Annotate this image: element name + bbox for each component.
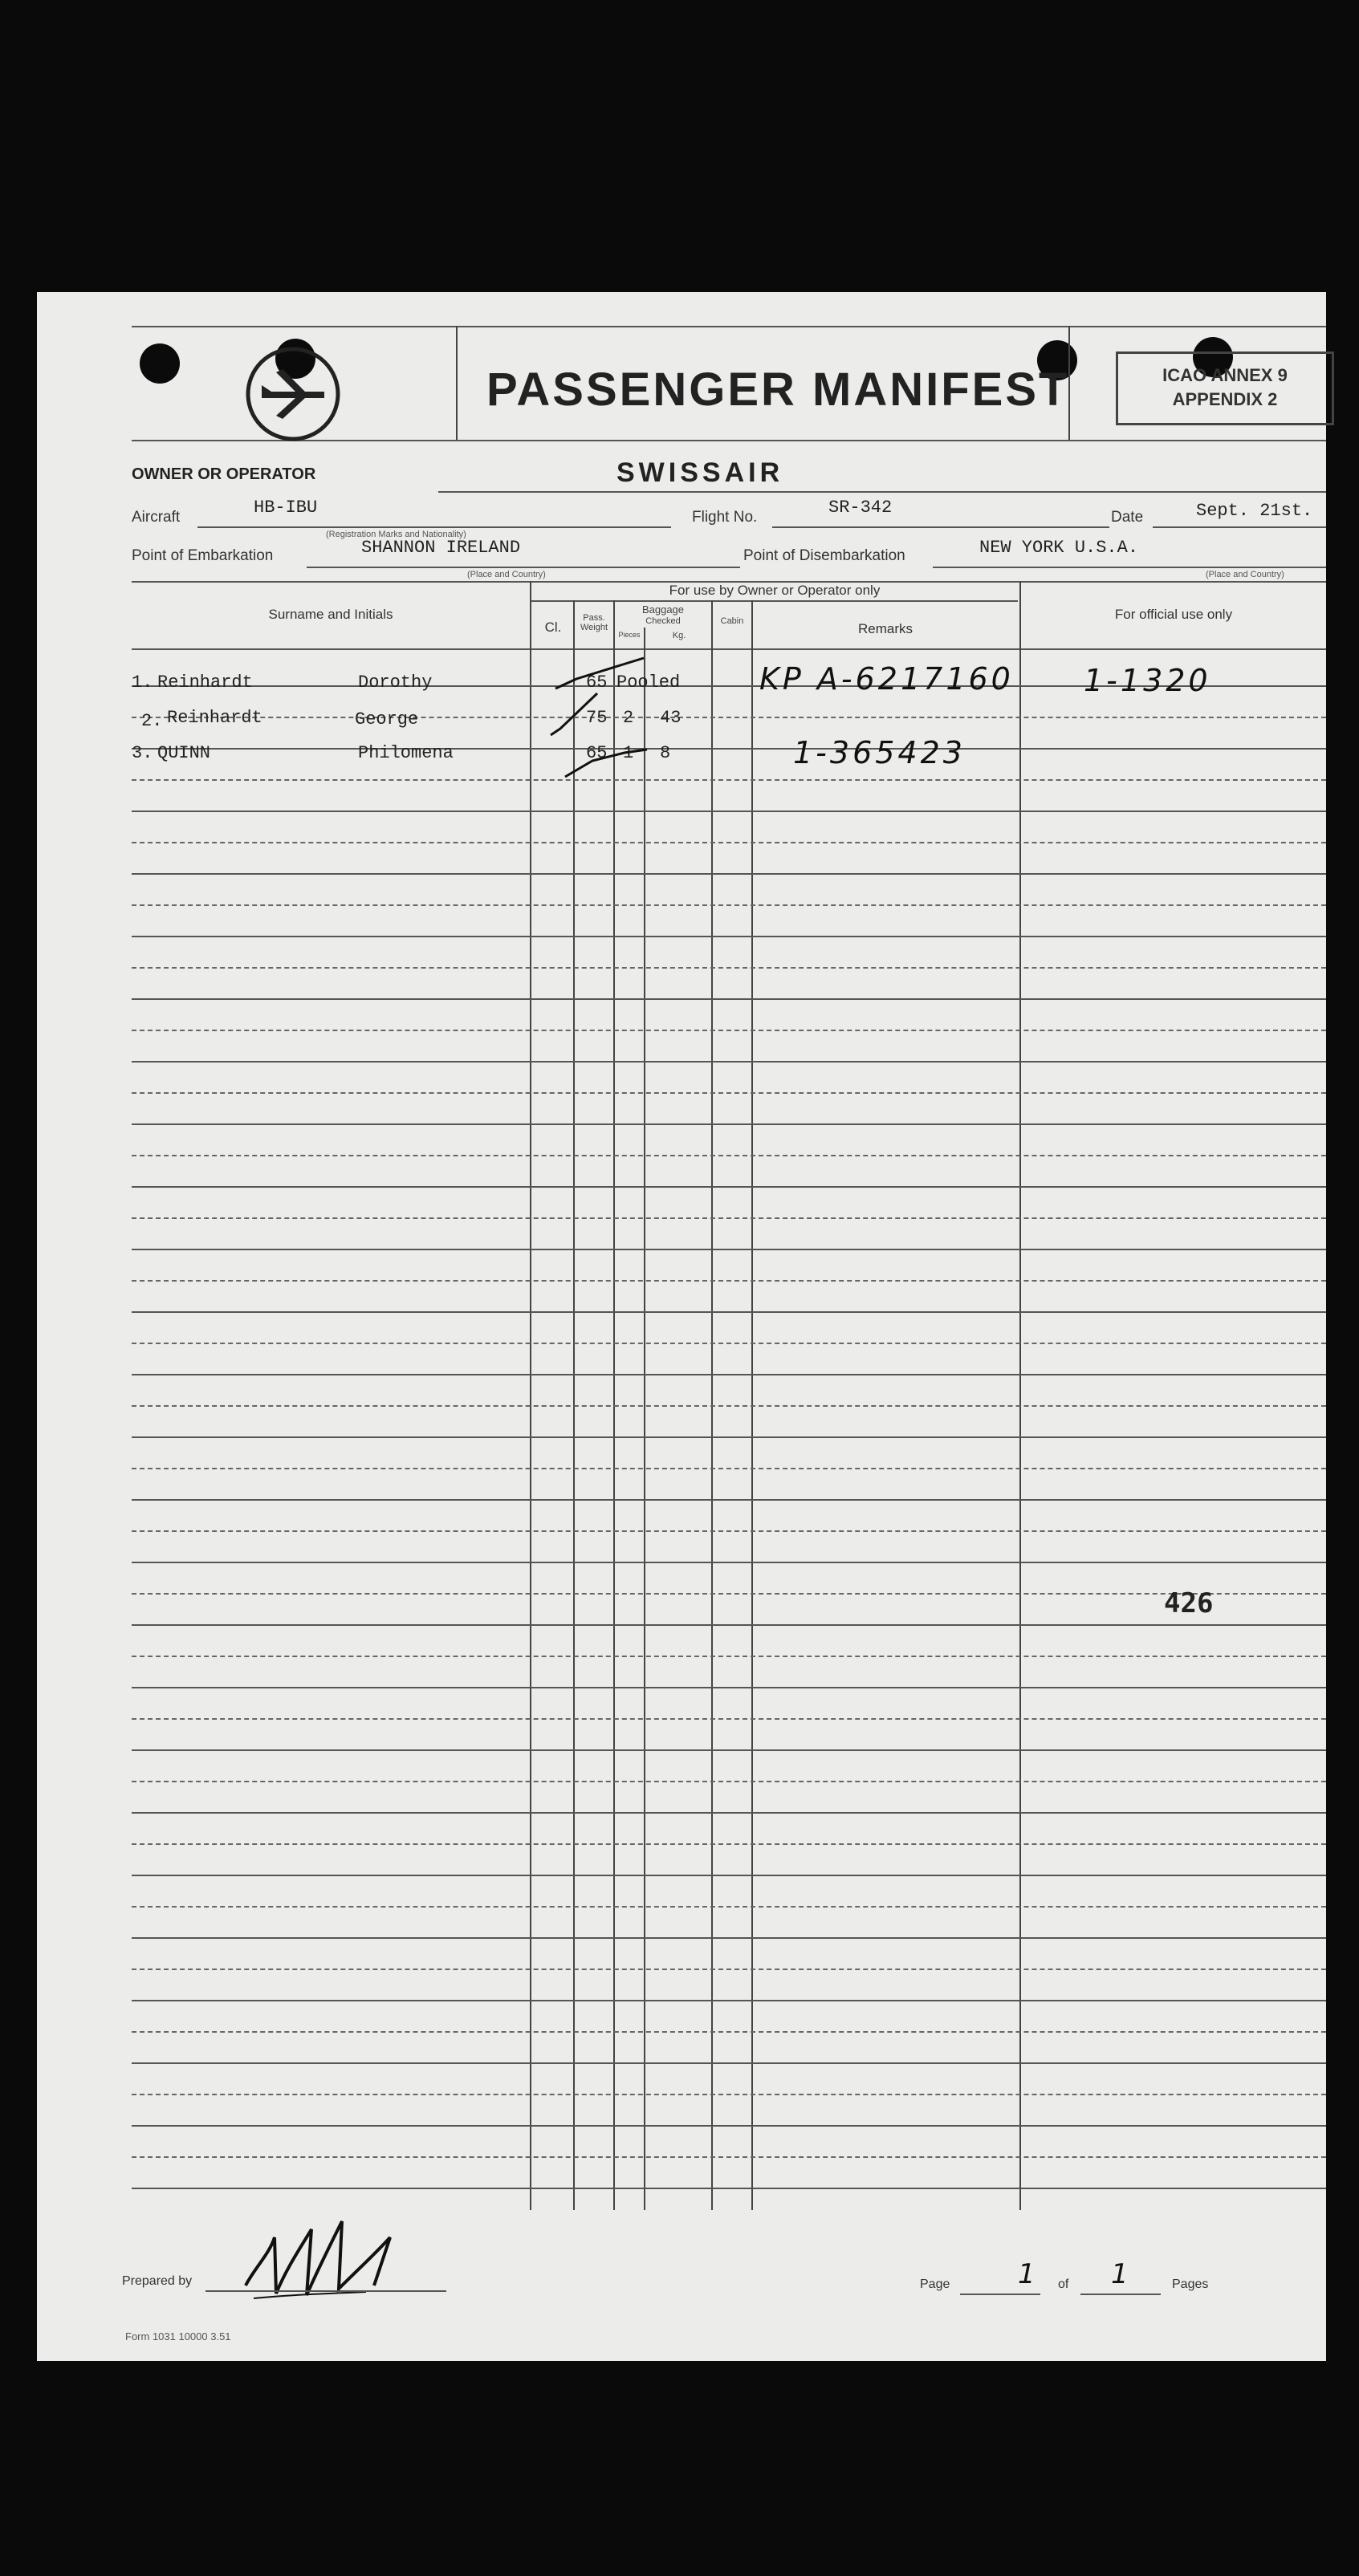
disembarkation-rule xyxy=(933,567,1326,568)
ruled-line xyxy=(132,1969,1326,1970)
group-header-rule xyxy=(531,600,1018,602)
passenger-surname: QUINN xyxy=(157,743,211,763)
aircraft-note: (Registration Marks and Nationality) xyxy=(326,530,466,539)
ruled-line xyxy=(132,1937,1326,1939)
stamped-number: 426 xyxy=(1164,1587,1214,1619)
baggage-kg: 8 xyxy=(660,743,671,763)
embarkation-note: (Place and Country) xyxy=(467,570,546,579)
surname-header: Surname and Initials xyxy=(268,607,393,622)
ruled-line xyxy=(132,1781,1326,1782)
row-number: 2. xyxy=(141,711,163,731)
weight-header: Pass. Weight xyxy=(580,613,608,632)
ruled-line xyxy=(132,1405,1326,1407)
ruled-line xyxy=(132,1217,1326,1219)
ruled-line xyxy=(132,998,1326,1000)
passenger-given-name: George xyxy=(355,709,419,729)
page-rule xyxy=(1080,2294,1161,2295)
remarks-handwritten: KP A-6217160 xyxy=(759,661,1014,697)
col-line xyxy=(644,628,645,2210)
passenger-surname: Reinhardt xyxy=(157,672,253,693)
checked-header: Checked xyxy=(645,616,681,626)
ruled-line xyxy=(132,1875,1326,1876)
ruled-line xyxy=(132,2062,1326,2064)
disembarkation-note: (Place and Country) xyxy=(1206,570,1284,579)
ruled-line xyxy=(132,1343,1326,1344)
ruled-line xyxy=(132,2188,1326,2189)
ruled-line xyxy=(132,1249,1326,1250)
aircraft-value: HB-IBU xyxy=(254,498,318,518)
ruled-line xyxy=(132,1155,1326,1156)
ruled-line xyxy=(132,936,1326,937)
row-number: 3. xyxy=(132,743,153,763)
baggage-pieces: 2 xyxy=(623,708,634,728)
baggage-pieces: 1 xyxy=(623,743,634,763)
ruled-line xyxy=(132,1436,1326,1438)
header-divider xyxy=(456,326,458,440)
ruled-line xyxy=(132,1061,1326,1062)
baggage-kg: 43 xyxy=(660,708,682,728)
passenger-weight: 65 xyxy=(586,672,608,693)
owner-only-header: For use by Owner or Operator only xyxy=(669,583,881,598)
ruled-line xyxy=(132,1374,1326,1375)
ruled-line xyxy=(132,904,1326,906)
passenger-weight: 75 xyxy=(586,708,608,728)
table-header-rule xyxy=(132,648,1326,650)
flight-label: Flight No. xyxy=(692,509,758,526)
row-number: 1. xyxy=(132,672,153,693)
ruled-line xyxy=(132,1123,1326,1125)
kg-header: Kg. xyxy=(672,631,686,640)
icao-annex-box xyxy=(1116,351,1334,425)
of-label: of xyxy=(1058,2277,1069,2291)
ruled-line xyxy=(132,1468,1326,1469)
ruled-line xyxy=(132,1843,1326,1845)
cabin-header: Cabin xyxy=(720,616,744,626)
operator-label: OWNER OR OPERATOR xyxy=(132,465,316,483)
aircraft-label: Aircraft xyxy=(132,509,181,526)
aircraft-rule xyxy=(197,526,671,528)
ruled-line xyxy=(132,1280,1326,1282)
ruled-line xyxy=(132,1311,1326,1313)
col-line xyxy=(1019,581,1021,2210)
date-value: Sept. 21st. xyxy=(1196,501,1313,521)
header-top-rule xyxy=(132,326,1326,327)
operator-value: SWISSAIR xyxy=(616,457,784,488)
annex-line: ICAO ANNEX 9 xyxy=(1162,365,1288,385)
disembarkation-value: NEW YORK U.S.A. xyxy=(979,538,1139,558)
page-rule xyxy=(960,2294,1040,2295)
pieces-header: Pieces xyxy=(618,631,641,639)
ruled-line xyxy=(132,1030,1326,1031)
passenger-weight: 65 xyxy=(586,743,608,763)
appendix-line: APPENDIX 2 xyxy=(1172,389,1278,409)
manifest-page xyxy=(37,292,1326,2361)
passenger-surname: Reinhardt xyxy=(167,708,262,728)
ruled-line xyxy=(132,1499,1326,1501)
disembarkation-label: Point of Disembarkation xyxy=(743,547,905,564)
ruled-line xyxy=(132,2125,1326,2127)
ruled-line xyxy=(132,1530,1326,1532)
baggage-pieces: Pooled xyxy=(616,672,681,693)
ruled-line xyxy=(132,2000,1326,2001)
operator-rule xyxy=(438,491,1326,493)
ruled-line xyxy=(132,1718,1326,1720)
date-rule xyxy=(1153,526,1326,528)
ruled-line xyxy=(132,2094,1326,2095)
ruled-line xyxy=(132,717,1326,718)
ruled-line xyxy=(132,1593,1326,1595)
ruled-line xyxy=(132,1812,1326,1814)
col-line xyxy=(530,581,531,2210)
ruled-line xyxy=(132,1906,1326,1908)
swissair-logo-icon xyxy=(244,345,342,443)
flight-value: SR-342 xyxy=(828,498,893,518)
punch-hole xyxy=(140,343,180,384)
date-label: Date xyxy=(1111,509,1144,526)
remarks-handwritten: 1-365423 xyxy=(793,735,966,770)
page-label: Page xyxy=(920,2277,950,2291)
form-code: Form 1031 10000 3.51 xyxy=(125,2330,231,2342)
preparer-signature xyxy=(238,2205,422,2310)
official-handwritten: 1-1320 xyxy=(1084,663,1211,698)
ruled-line xyxy=(132,1186,1326,1188)
ruled-line xyxy=(132,1624,1326,1626)
ruled-line xyxy=(132,842,1326,843)
ruled-line xyxy=(132,811,1326,812)
check-marks xyxy=(503,645,663,782)
pages-label: Pages xyxy=(1172,2277,1209,2291)
flight-rule xyxy=(772,526,1109,528)
ruled-line xyxy=(132,967,1326,969)
ruled-line xyxy=(132,1687,1326,1688)
ruled-line xyxy=(132,2156,1326,2158)
ruled-line xyxy=(132,748,1326,750)
embarkation-rule xyxy=(307,567,740,568)
ruled-line xyxy=(132,1749,1326,1751)
ruled-line xyxy=(132,779,1326,781)
embarkation-label: Point of Embarkation xyxy=(132,547,274,564)
page-total: 1 xyxy=(1111,2258,1132,2290)
official-header: For official use only xyxy=(1114,607,1233,622)
ruled-line xyxy=(132,1656,1326,1657)
page-number: 1 xyxy=(1018,2258,1039,2290)
remarks-header: Remarks xyxy=(857,621,913,636)
prepared-by-label: Prepared by xyxy=(122,2274,193,2288)
ruled-line xyxy=(132,1562,1326,1563)
ruled-line xyxy=(132,2031,1326,2033)
baggage-header: Baggage xyxy=(641,603,685,616)
passenger-given-name: Dorothy xyxy=(358,672,433,693)
prepared-by-rule xyxy=(205,2290,446,2292)
page-title: PASSENGER MANIFEST xyxy=(486,364,1070,416)
class-header: Cl. xyxy=(544,620,562,635)
ruled-line xyxy=(132,1092,1326,1094)
ruled-line xyxy=(132,873,1326,875)
passenger-given-name: Philomena xyxy=(358,743,454,763)
embarkation-value: SHANNON IRELAND xyxy=(361,538,521,558)
